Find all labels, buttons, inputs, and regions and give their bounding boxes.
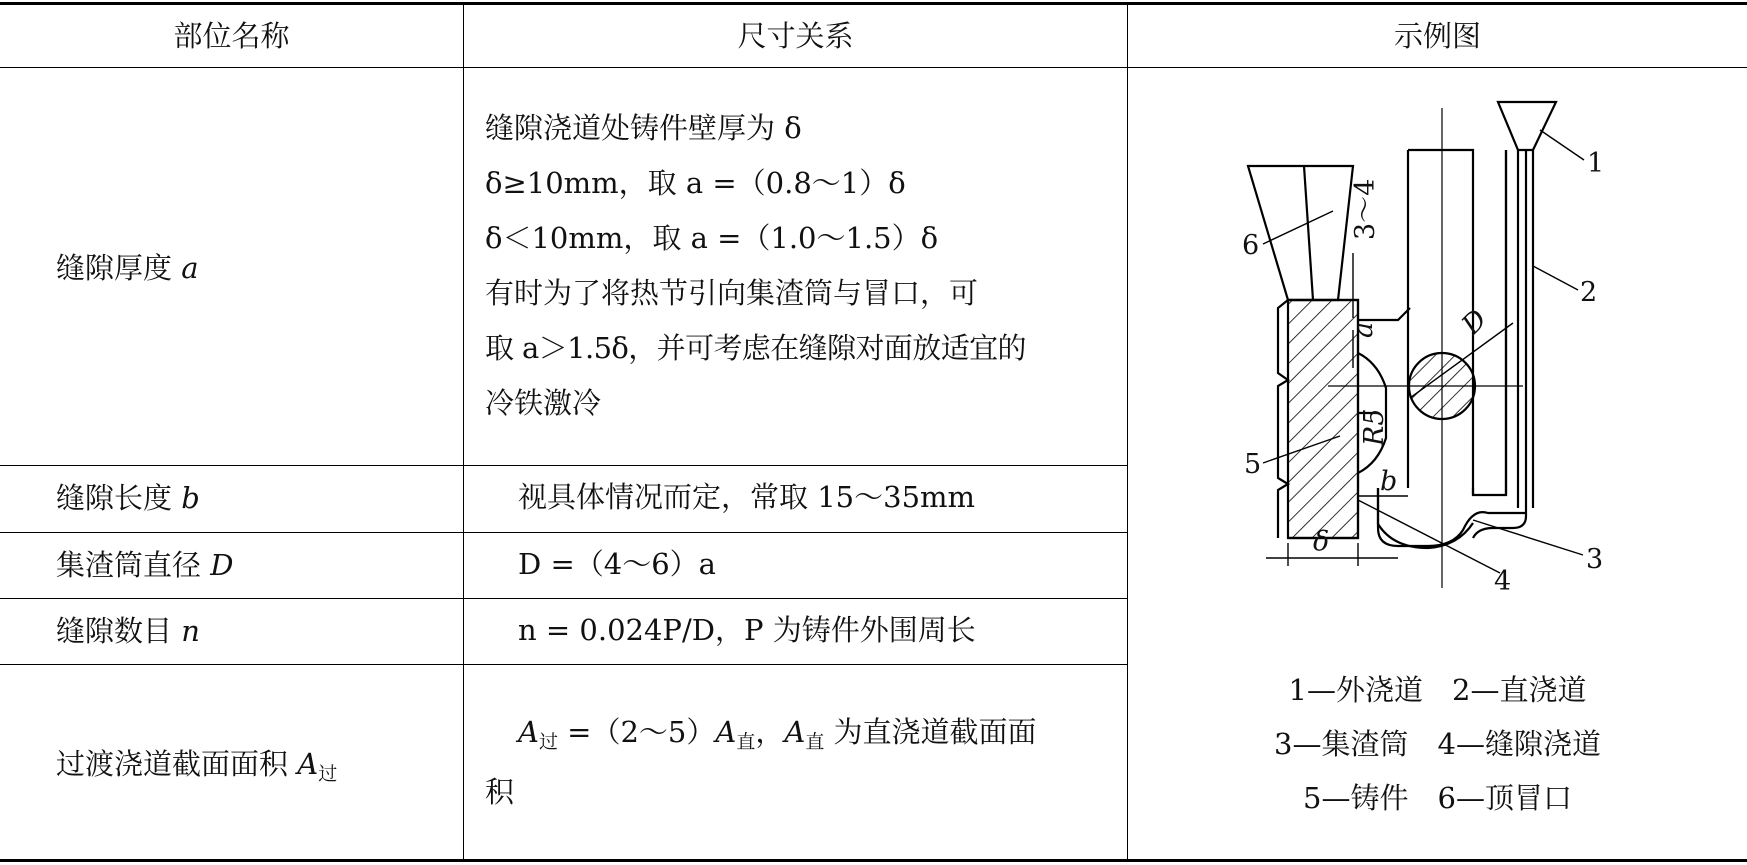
dim-label-D: D xyxy=(1456,303,1494,341)
dim-label-3-4: 3～4 xyxy=(1350,178,1381,240)
tail-text: 为直浇道截面面 xyxy=(824,715,1037,749)
var-a: A xyxy=(784,715,806,749)
figure-label-2: 2 xyxy=(1580,277,1598,308)
gating-system-diagram xyxy=(1128,68,1747,668)
sub: 直 xyxy=(736,731,756,753)
name-variable: b xyxy=(181,481,200,515)
figure-legend-line: 1—外浇道 2—直浇道 xyxy=(1288,673,1587,707)
var-a: A xyxy=(715,715,737,749)
name-text: 缝隙厚度 xyxy=(56,251,173,285)
relation-text: 视具体情况而定，常取 15～35mm xyxy=(518,480,976,514)
relation-line: 积 xyxy=(485,775,515,809)
name-text: 缝隙数目 xyxy=(56,614,173,648)
name-subscript: 过 xyxy=(318,763,338,785)
row-gap-length-name xyxy=(56,470,200,526)
rule-row1 xyxy=(0,465,1128,466)
name-text: 集渣筒直径 xyxy=(56,548,202,582)
comma: ， xyxy=(755,715,785,749)
row-slag-drum-diameter-name xyxy=(56,537,234,593)
dim-label-R5: R5 xyxy=(1359,408,1390,446)
sub: 过 xyxy=(538,731,558,753)
figure-label-6: 6 xyxy=(1242,230,1260,261)
rule-row4 xyxy=(0,664,1128,665)
dim-label-delta: δ xyxy=(1313,526,1330,557)
figure-label-5: 5 xyxy=(1244,449,1262,480)
figure-label-3: 3 xyxy=(1586,544,1604,575)
header-part-name: 部位名称 xyxy=(173,19,290,53)
relation-line: 缝隙浇道处铸件壁厚为 δ xyxy=(485,111,802,145)
mid-text: =（2～5） xyxy=(557,715,716,749)
relation-line: 冷铁激冷 xyxy=(485,386,602,420)
figure-label-1: 1 xyxy=(1587,148,1605,179)
row-transition-area-name xyxy=(56,736,337,802)
dim-label-a: a xyxy=(1348,321,1379,338)
name-variable: D xyxy=(210,548,234,582)
name-variable: a xyxy=(181,251,199,285)
figure-legend-line: 5—铸件 6—顶冒口 xyxy=(1303,781,1572,815)
pouring-cup xyxy=(1498,102,1556,150)
rule-col1 xyxy=(463,3,464,861)
var-a: A xyxy=(518,715,539,749)
relation-text: n = 0.024P/D，P 为铸件外围周长 xyxy=(518,613,976,647)
figure-label-4: 4 xyxy=(1494,566,1512,597)
figure-legend-line: 3—集渣筒 4—缝隙浇道 xyxy=(1274,727,1601,761)
riser-outline xyxy=(1248,166,1353,300)
row-gap-thickness-name xyxy=(56,240,199,296)
relation-text: D =（4～6）a xyxy=(518,547,716,581)
relation-line: 有时为了将热节引向集渣筒与冒口，可 xyxy=(485,276,979,310)
dim-label-b: b xyxy=(1380,466,1398,497)
sprue-outline xyxy=(1408,150,1473,336)
rule-bottom xyxy=(0,859,1747,862)
slag-drum-outline xyxy=(1378,488,1526,546)
header-dimension-relation: 尺寸关系 xyxy=(737,19,854,53)
relation-line: δ≥10mm，取 a =（0.8～1）δ xyxy=(485,166,906,200)
name-text: 过渡浇道截面面积 xyxy=(56,747,289,781)
rule-row3 xyxy=(0,598,1128,599)
relation-line: δ＜10mm，取 a =（1.0～1.5）δ xyxy=(485,221,939,255)
row-gap-count-name xyxy=(56,603,200,659)
name-text: 缝隙长度 xyxy=(56,481,173,515)
header-example-figure: 示例图 xyxy=(1393,19,1481,53)
name-variable: A xyxy=(297,747,319,781)
rule-row2 xyxy=(0,532,1128,533)
relation-line xyxy=(518,705,1037,770)
relation-line: 取 a＞1.5δ，并可考虑在缝隙对面放适宜的 xyxy=(485,331,1026,365)
sub: 直 xyxy=(805,731,825,753)
name-variable: n xyxy=(181,614,200,648)
